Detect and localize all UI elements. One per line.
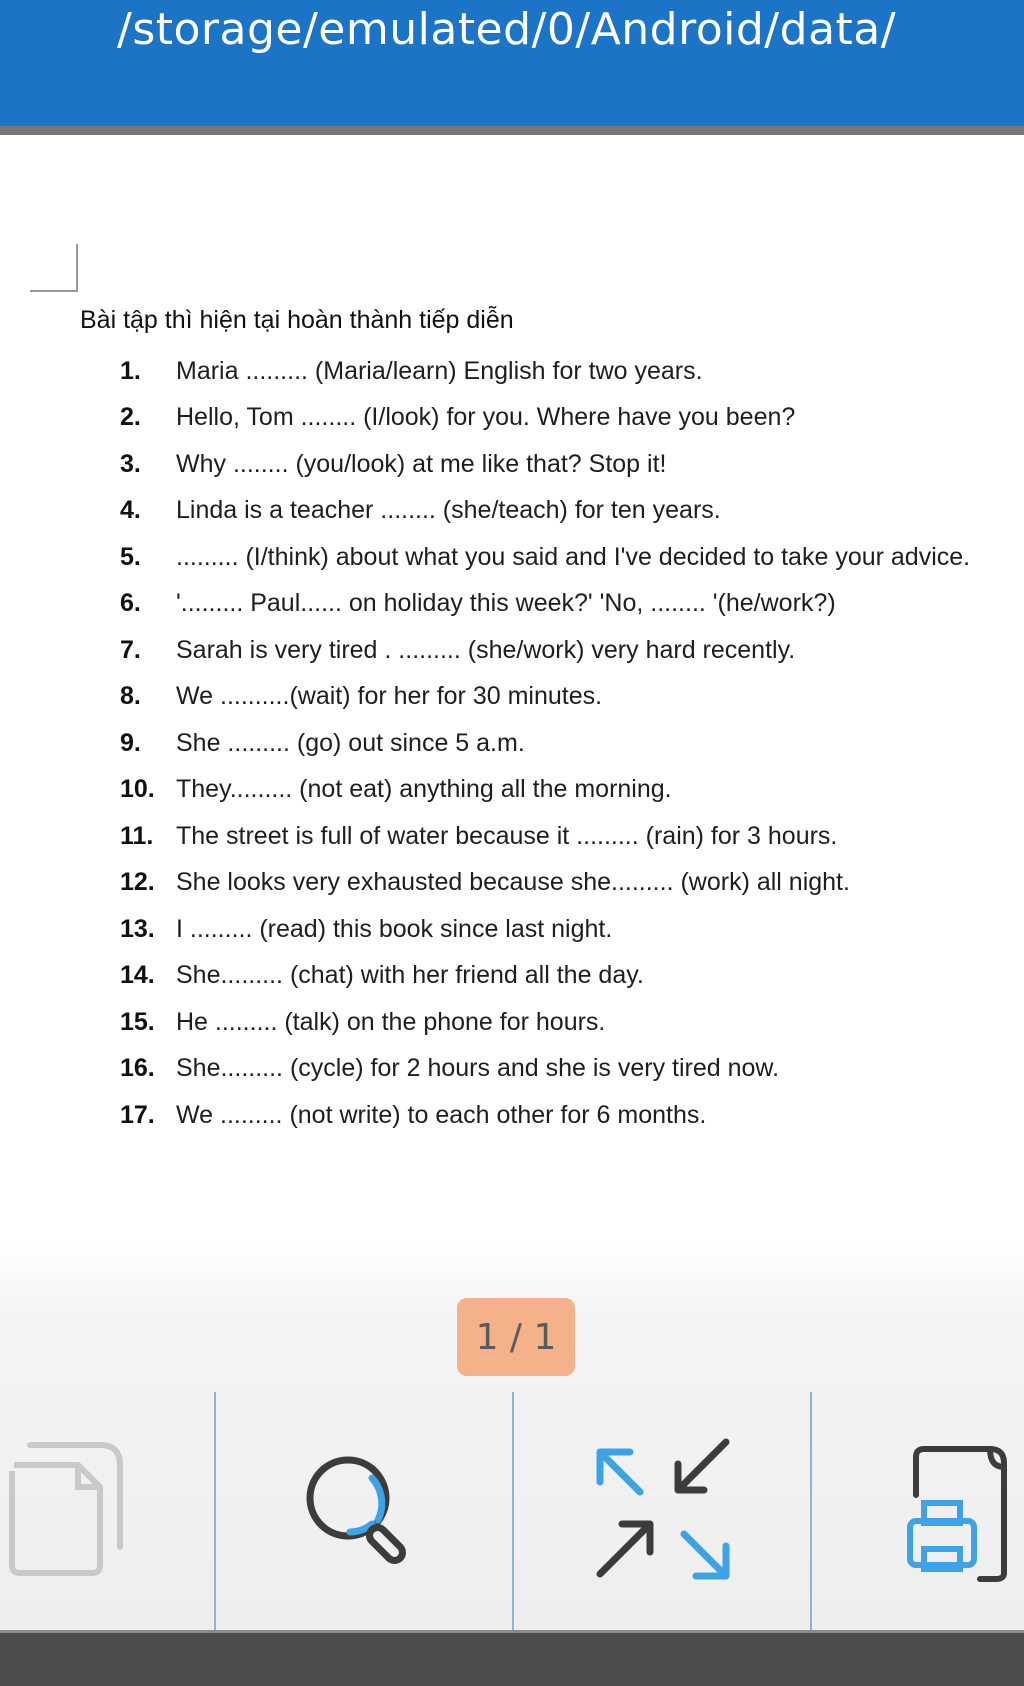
exercise-number: 3. (120, 449, 141, 478)
search-button[interactable] (290, 1420, 430, 1600)
exercise-text: Maria ......... (Maria/learn) English for two years. (176, 356, 703, 385)
exercise-text: I ......... (read) this book since last night. (176, 914, 613, 943)
print-button[interactable] (880, 1420, 1024, 1600)
exercise-number: 12. (120, 868, 155, 897)
toolbar-divider (214, 1392, 216, 1630)
exercise-number: 11. (120, 821, 154, 850)
system-bottom-bar (0, 1630, 1024, 1686)
exercise-text: '......... Paul...... on holiday this week?' 'No, ........ '(he/work?) (176, 589, 836, 618)
header-divider (0, 126, 1024, 135)
exercise-item (120, 534, 970, 581)
document-title: Bài tập thì hiện tại hoàn thành tiếp diễn (80, 306, 514, 334)
exercise-number: 14. (120, 961, 155, 990)
exercise-number: 13. (120, 914, 155, 943)
file-path-title: /storage/emulated/0/Android/data/ (117, 4, 897, 55)
fit-screen-button[interactable] (580, 1420, 740, 1600)
search-icon (290, 1440, 430, 1580)
exercise-number: 17. (120, 1100, 155, 1129)
exercise-item (120, 860, 970, 907)
exercise-text: We ......... (not write) to each other for 6 months. (176, 1100, 707, 1129)
exercise-number: 4. (120, 496, 141, 525)
exercise-number: 6. (120, 589, 141, 618)
exercise-text: She......... (cycle) for 2 hours and she is very tired now. (176, 1054, 780, 1083)
exercise-text: The street is full of water because it ......... (rain) for 3 hours. (176, 821, 838, 850)
exercise-number: 2. (120, 403, 141, 432)
document-icon (0, 1435, 140, 1585)
exercise-item (120, 348, 970, 395)
exercise-number: 8. (120, 682, 141, 711)
exercise-text: We ..........(wait) for her for 30 minutes. (176, 682, 603, 711)
exercise-text: Why ........ (you/look) at me like that? Stop it! (176, 449, 667, 478)
exercise-item (120, 720, 970, 767)
exercise-number: 15. (120, 1007, 155, 1036)
page-indicator: 1 / 1 (457, 1298, 575, 1376)
exercise-item (120, 627, 970, 674)
exercise-item (120, 488, 970, 535)
exercise-item (120, 395, 970, 442)
exercise-number: 1. (120, 356, 141, 385)
title-bar (0, 0, 1024, 126)
exercise-number: 7. (120, 635, 141, 664)
exercise-text: They......... (not eat) anything all the morning. (176, 775, 672, 804)
exercise-item (120, 953, 970, 1000)
exercise-text: She ......... (go) out since 5 a.m. (176, 728, 525, 757)
exercise-text: Hello, Tom ........ (I/look) for you. Where have you been? (176, 403, 796, 432)
exercise-item (120, 906, 970, 953)
exercise-number: 10. (120, 775, 155, 804)
exercise-item (120, 581, 970, 628)
exercise-text: She looks very exhausted because she......... (work) all night. (176, 868, 850, 897)
exercise-item (120, 441, 970, 488)
exercise-item (120, 813, 970, 860)
exercise-text: Linda is a teacher ........ (she/teach) for ten years. (176, 496, 721, 525)
page-corner-mark (30, 244, 78, 292)
exercise-text: ......... (I/think) about what you said and I've decided to take your advice. (176, 542, 971, 571)
exercise-item (120, 1092, 970, 1139)
toolbar-divider (810, 1392, 812, 1630)
toolbar-divider (512, 1392, 514, 1630)
fit-screen-icon (580, 1430, 740, 1590)
exercise-list (120, 348, 970, 1139)
exercise-number: 5. (120, 542, 141, 571)
exercise-text: She......... (chat) with her friend all the day. (176, 961, 644, 990)
document-button[interactable] (0, 1420, 140, 1600)
exercise-text: Sarah is very tired . ......... (she/work) very hard recently. (176, 635, 796, 664)
exercise-item (120, 1046, 970, 1093)
exercise-text: He ......... (talk) on the phone for hours. (176, 1007, 606, 1036)
exercise-item (120, 767, 970, 814)
exercise-item (120, 999, 970, 1046)
print-icon (880, 1435, 1024, 1585)
exercise-item (120, 674, 970, 721)
exercise-number: 9. (120, 728, 141, 757)
exercise-number: 16. (120, 1054, 155, 1083)
